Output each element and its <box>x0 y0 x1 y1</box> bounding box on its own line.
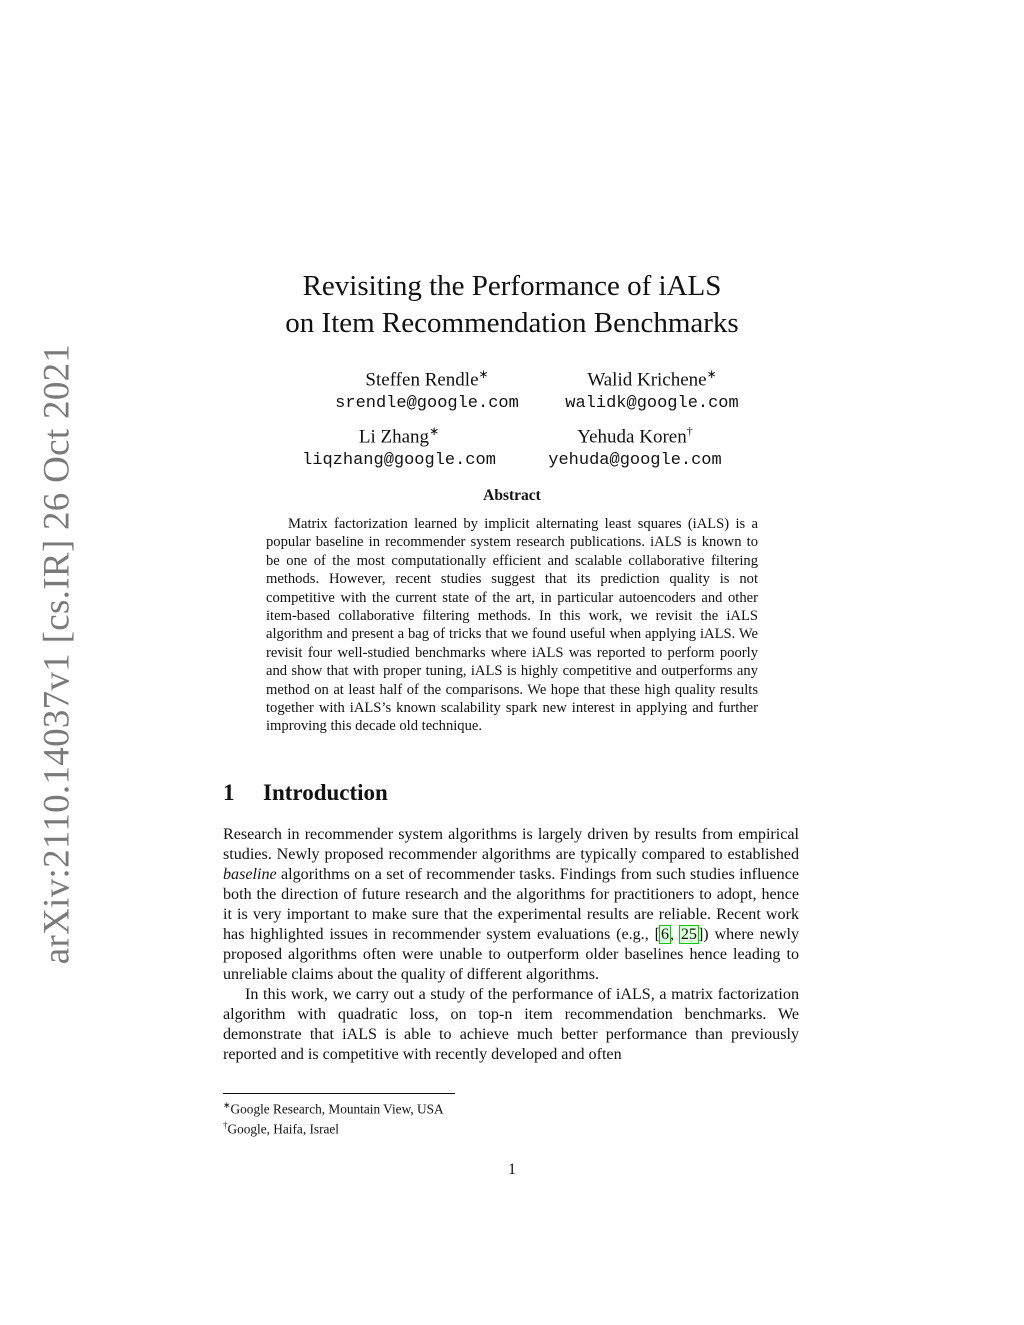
author-email[interactable]: walidk@google.com <box>565 394 739 414</box>
footnote-rule <box>223 1093 455 1094</box>
footnote-1: ∗Google Research, Mountain View, USA <box>223 1100 444 1117</box>
citation-link-6[interactable]: 6 <box>660 926 669 943</box>
author-affiliation-mark: † <box>686 424 693 438</box>
author-affiliation-mark: ∗ <box>706 367 717 381</box>
arxiv-identifier-stamp: arXiv:2110.14037v1 [cs.IR] 26 Oct 2021 <box>36 343 78 965</box>
title-line-1: Revisiting the Performance of iALS <box>302 270 722 302</box>
author-block-2 <box>522 362 782 416</box>
author-affiliation-mark: ∗ <box>478 367 489 381</box>
author-block-1 <box>297 362 557 416</box>
author-email[interactable]: yehuda@google.com <box>548 451 722 471</box>
intro-paragraph-2: In this work, we carry out a study of the performance of iALS, a matrix factorization algorithm with quadratic loss, on top-n item recommendation benchmarks. We demonstrate that iALS is able to achieve much better performance than previously reported and is competitive with recently developed and often <box>223 986 799 1063</box>
emphasis-baseline: baseline <box>223 866 277 883</box>
author-email[interactable]: liqzhang@google.com <box>302 451 496 471</box>
author-name: Yehuda Koren <box>577 426 687 448</box>
abstract-heading: Abstract <box>483 487 541 504</box>
author-affiliation-mark: ∗ <box>429 424 440 438</box>
author-name: Walid Krichene <box>587 369 707 391</box>
page-number: 1 <box>508 1161 516 1178</box>
author-name: Steffen Rendle <box>365 369 479 391</box>
author-name: Li Zhang <box>358 426 430 448</box>
abstract-text: Matrix factorization learned by implicit alternating least squares (iALS) is a popular baseline in recommender system research publications. iALS is known to be one of the most computationally efficient and scalable collaborative filtering methods. However, recent studies suggest that its prediction quality is not competitive with the current state of the art, in particular autoencoders and other item-based collaborative filtering methods. In this work, we revisit the iALS algorithm and present a bag of tricks that we found useful when applying iALS. We revisit four well-studied benchmarks where iALS was reported to perform poorly and show that with proper tuning, iALS is highly competitive and outperforms any method on at least half of the comparisons. We hope that these high quality results together with iALS’s known scalability spark new interest in applying and further improving this decade old technique. <box>266 516 758 735</box>
author-email[interactable]: srendle@google.com <box>335 394 519 414</box>
title-line-2: on Item Recommendation Benchmarks <box>285 307 739 339</box>
intro-paragraph-1: Research in recommender system algorithms is largely driven by results from empirical studies. Newly proposed recommender algorithms are typically compared to established baseline algorithms on a set of recommender tasks. Findings from such studies influence both the direction of future research and the algorithms for practitioners to adopt, hence it is very important to make sure that the experimental results are reliable. Recent work has highlighted issues in recommender system evaluations (e.g., [6, 25]) where newly proposed algorithms often were unable to outperform older baselines hence leading to unreliable claims about the quality of different algorithms. <box>223 826 800 983</box>
section-number: 1 <box>223 780 235 805</box>
author-block-3 <box>269 419 529 473</box>
section-heading <box>223 780 388 806</box>
footnote-2: †Google, Haifa, Israel <box>223 1120 339 1137</box>
citation-link-25[interactable]: 25 <box>680 926 697 943</box>
paper-title <box>0 268 1024 342</box>
section-title: Introduction <box>263 780 388 805</box>
footnotes <box>223 1097 799 1138</box>
author-block-4 <box>505 419 765 473</box>
introduction-body <box>223 825 799 1065</box>
